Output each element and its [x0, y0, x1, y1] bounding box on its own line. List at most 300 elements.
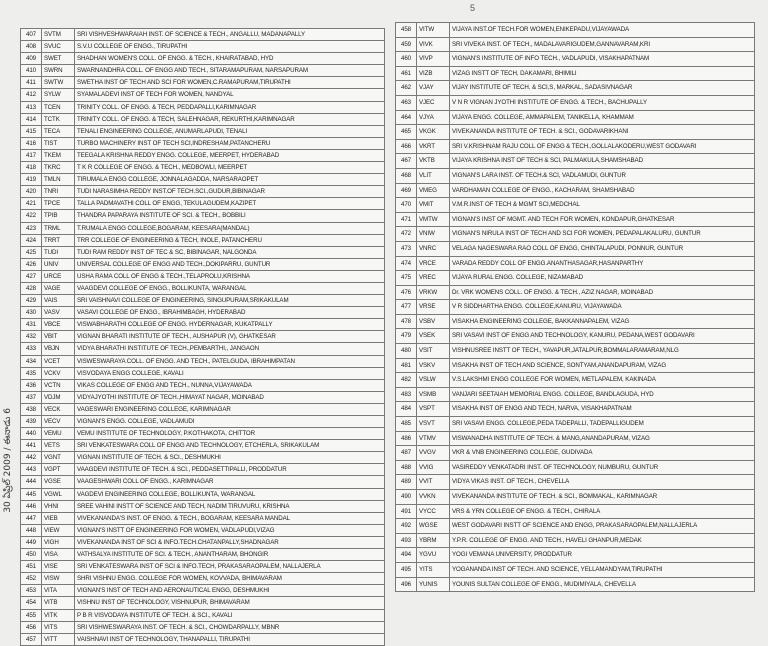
- college-name: VASIREDDY VENKATADRI INST. OF TECHNOLOGY, NUMBURU, GUNTUR: [450, 460, 755, 475]
- college-name: VISHNUSREE INSTT OF TECH., YAVAPUR,JATALPUR,BOMMALARAMARAM,NLG: [450, 344, 755, 359]
- row-number: 410: [21, 65, 42, 77]
- row-number: 438: [21, 403, 42, 415]
- row-number: 455: [21, 609, 42, 621]
- row-number: 426: [21, 258, 42, 270]
- college-name: TALLA PADMAVATHI COLL OF ENGG, TEKULAGUDEM,KAZIPET: [75, 198, 385, 210]
- row-number: 481: [396, 358, 417, 373]
- row-number: 461: [396, 66, 417, 81]
- college-code: VSMB: [417, 387, 450, 402]
- college-name: TUDI RAM REDDY INST OF TEC & SC, BIBINAGAR, NALGONDA: [75, 246, 385, 258]
- row-number: 446: [21, 500, 42, 512]
- college-code: VCKV: [42, 367, 75, 379]
- college-code: TKRC: [42, 162, 75, 174]
- table-row: [21, 561, 385, 573]
- table-row: [21, 53, 385, 65]
- table-row: [396, 183, 755, 198]
- table-row: [21, 65, 385, 77]
- college-code: VMEG: [417, 183, 450, 198]
- row-number: 447: [21, 512, 42, 524]
- table-row: [21, 500, 385, 512]
- table-row: [396, 154, 755, 169]
- college-name: SHRI VISHNU ENGG. COLLEGE FOR WOMEN, KOVVADA, BHIMAVARAM: [75, 573, 385, 585]
- college-code: VECK: [42, 403, 75, 415]
- college-code: UNIV: [42, 258, 75, 270]
- college-name: VIVEKANANDA INSTITUTE OF TECH. & SCI., GODAVARIKHANI: [450, 125, 755, 140]
- college-code: VSEK: [417, 329, 450, 344]
- college-name: V R SIDDHARTHA ENGG. COLLEGE,KANURU, VIJAYAWADA: [450, 300, 755, 315]
- table-row: [396, 227, 755, 242]
- row-number: 482: [396, 373, 417, 388]
- college-code: VITB: [42, 597, 75, 609]
- college-name: VATHSALYA INSTITUTE OF SCI. & TECH., ANANTHARAM, BHONGIR: [75, 549, 385, 561]
- table-row: [396, 81, 755, 96]
- college-code: VCET: [42, 355, 75, 367]
- college-name: VIJAYA RURAL ENGG. COLLEGE, NIZAMABAD: [450, 271, 755, 286]
- college-code: URCE: [42, 270, 75, 282]
- table-row: [21, 367, 385, 379]
- row-number: 470: [396, 198, 417, 213]
- college-code: VSBV: [417, 314, 450, 329]
- row-number: 437: [21, 391, 42, 403]
- college-name: SYAMALADEVI INST OF TECH FOR WOMEN, NANDYAL: [75, 89, 385, 101]
- table-row: [396, 66, 755, 81]
- college-code: VAGE: [42, 282, 75, 294]
- college-code: TRRT: [42, 234, 75, 246]
- college-code: VJAY: [417, 81, 450, 96]
- college-code: VISW: [42, 573, 75, 585]
- table-row: [396, 139, 755, 154]
- college-name: VRS & YRN COLLEGE OF ENGG. & TECH., CHIRALA: [450, 504, 755, 519]
- row-number: 436: [21, 379, 42, 391]
- row-number: 478: [396, 314, 417, 329]
- college-code: VIZB: [417, 66, 450, 81]
- college-name: SWARNANDHRA COLL. OF ENGG AND TECH., SITARAMAPURAM, NARSAPURAM: [75, 65, 385, 77]
- row-number: 476: [396, 285, 417, 300]
- row-number: 442: [21, 452, 42, 464]
- table-row: [396, 37, 755, 52]
- table-row: [21, 403, 385, 415]
- table-row: [396, 519, 755, 534]
- college-name: VIGNAN'S INST OF MGMT. AND TECH FOR WOMEN, KONDAPUR,GHATKESAR: [450, 212, 755, 227]
- college-code: VRKW: [417, 285, 450, 300]
- college-code: VSIT: [417, 344, 450, 359]
- table-row: [396, 548, 755, 563]
- college-code: VETS: [42, 440, 75, 452]
- table-row: [396, 446, 755, 461]
- college-code: VJYA: [417, 110, 450, 125]
- row-number: 418: [21, 162, 42, 174]
- table-row: [396, 285, 755, 300]
- college-name: SHADHAN WOMEN'S COLL. OF ENGG. & TECH., KHAIRATABAD, HYD: [75, 53, 385, 65]
- college-name: VIDYAJYOTHI INSTITUTE OF TECH.,HIMAYAT NAGAR, MOINABAD: [75, 391, 385, 403]
- college-code: VVIT: [417, 475, 450, 490]
- page-mark: 5: [470, 3, 476, 13]
- college-name: VIGNAN'S ENGG. COLLEGE, VADLAMUDI: [75, 416, 385, 428]
- table-row: [21, 125, 385, 137]
- table-row: [21, 488, 385, 500]
- table-row: [21, 174, 385, 186]
- row-number: 450: [21, 549, 42, 561]
- table-row: [21, 222, 385, 234]
- college-code: VBIT: [42, 331, 75, 343]
- table-row: [396, 475, 755, 490]
- row-number: 467: [396, 154, 417, 169]
- college-name: YOGI VEMANA UNIVERSITY, PRODDATUR: [450, 548, 755, 563]
- row-number: 441: [21, 440, 42, 452]
- college-name: SRI VENKATESWARA INST OF SCI & INFO.TECH, PRAKASARAOPALEM, NALLAJERLA: [75, 561, 385, 573]
- college-code: TIST: [42, 137, 75, 149]
- row-number: 466: [396, 139, 417, 154]
- college-code: VVIG: [417, 460, 450, 475]
- row-number: 420: [21, 186, 42, 198]
- college-code: VGPT: [42, 464, 75, 476]
- row-number: 459: [396, 37, 417, 52]
- table-row: [21, 307, 385, 319]
- college-code: VLIT: [417, 168, 450, 183]
- row-number: 471: [396, 212, 417, 227]
- row-number: 412: [21, 89, 42, 101]
- row-number: 414: [21, 113, 42, 125]
- row-number: 445: [21, 488, 42, 500]
- row-number: 424: [21, 234, 42, 246]
- row-number: 415: [21, 125, 42, 137]
- college-code: VASV: [42, 307, 75, 319]
- row-number: 452: [21, 573, 42, 585]
- table-row: [396, 271, 755, 286]
- college-code: VRCE: [417, 256, 450, 271]
- table-row: [396, 110, 755, 125]
- college-code: SWRN: [42, 65, 75, 77]
- college-code: VITT: [42, 633, 75, 645]
- college-code: VITW: [417, 23, 450, 38]
- table-row: [396, 373, 755, 388]
- college-code: VIVK: [417, 37, 450, 52]
- college-name: UNIVERSAL COLLEGE OF ENGG AND TECH.,DOKIPARRU, GUNTUR: [75, 258, 385, 270]
- row-number: 487: [396, 446, 417, 461]
- college-name: TENALI ENGINEERING COLLEGE, ANUMARLAPUDI, TENALI: [75, 125, 385, 137]
- college-name: VIGNAN'S INST OF TECH AND AERONAUTICAL ENGG, DESHMUKHI: [75, 585, 385, 597]
- table-row: [396, 95, 755, 110]
- row-number: 423: [21, 222, 42, 234]
- college-name: VIJAYA ENGG. COLLEGE, AMMAPALEM, TANIKELLA, KHAMMAM: [450, 110, 755, 125]
- table-row: [396, 256, 755, 271]
- college-name: TURBO MACHINERY INST OF TECH SCI,INDRESHAM,PATANCHERU: [75, 137, 385, 149]
- college-name: VAGESWARI ENGINEERING COLLEGE, KARIMNAGAR: [75, 403, 385, 415]
- table-row: [21, 210, 385, 222]
- college-name: VISHNU INST OF TECHNOLOGY, VISHNUPUR, BHIMAVARAM: [75, 597, 385, 609]
- table-row: [21, 113, 385, 125]
- college-code: VHNI: [42, 500, 75, 512]
- college-name: VIJAYA KRISHNA INST OF TECH & SCI, PALMAKULA,SHAMSHABAD: [450, 154, 755, 169]
- row-number: 472: [396, 227, 417, 242]
- table-row: [21, 464, 385, 476]
- college-name: YOUNIS SULTAN COLLEGE OF ENGG., MUDIMIYALA, CHEVELLA: [450, 577, 755, 592]
- college-name: VANJARI SEETAIAH MEMORIAL ENGG. COLLEGE, BANDLAGUDA, HYD: [450, 387, 755, 402]
- college-name: VAISHNAVI INST OF TECHNOLOGY, THANAPALLI, TIRUPATHI: [75, 633, 385, 645]
- college-name: VIGNAN'S INSTITUTE OF INFO TECH., VADLAPUDI, VISAKHAPATNAM: [450, 52, 755, 67]
- college-code: YBRM: [417, 533, 450, 548]
- table-row: [21, 198, 385, 210]
- row-number: 439: [21, 416, 42, 428]
- college-code: VEMU: [42, 428, 75, 440]
- table-row: [21, 77, 385, 89]
- row-number: 458: [396, 23, 417, 38]
- row-number: 425: [21, 246, 42, 258]
- row-number: 427: [21, 270, 42, 282]
- row-number: 422: [21, 210, 42, 222]
- table-row: [21, 476, 385, 488]
- table-row: [21, 331, 385, 343]
- row-number: 419: [21, 174, 42, 186]
- college-code: VGNT: [42, 452, 75, 464]
- table-row: [21, 234, 385, 246]
- row-number: 428: [21, 282, 42, 294]
- table-row: [396, 241, 755, 256]
- table-row: [21, 137, 385, 149]
- row-number: 480: [396, 344, 417, 359]
- college-name: VAGDEVI ENGINEERING COLLEGE, BOLLIKUNTA, WARANGAL: [75, 488, 385, 500]
- college-code: VSPT: [417, 402, 450, 417]
- college-code: VITK: [42, 609, 75, 621]
- college-name: S.V.U COLLEGE OF ENGG., TIRUPATHI: [75, 41, 385, 53]
- table-row: [396, 212, 755, 227]
- college-list-right: [395, 22, 755, 592]
- row-number: 494: [396, 548, 417, 563]
- row-number: 468: [396, 168, 417, 183]
- table-row: [396, 533, 755, 548]
- college-name: TEEGALA KRISHNA REDDY ENGG. COLLEGE, MEERPET, HYDERABAD: [75, 149, 385, 161]
- college-name: VIDYA BHARATHI INSTITUTE OF TECH.,PEMBARTHI,, JANGAON: [75, 343, 385, 355]
- college-code: VREC: [417, 271, 450, 286]
- table-row: [21, 246, 385, 258]
- row-number: 407: [21, 29, 42, 41]
- college-code: VAIS: [42, 295, 75, 307]
- college-name: VAAGDEVI INSTITUTE OF TECH. & SCI., PEDDASETTIPALLI, PRODDATUR: [75, 464, 385, 476]
- row-number: 477: [396, 300, 417, 315]
- row-number: 421: [21, 198, 42, 210]
- table-row: [396, 125, 755, 140]
- table-row: [396, 387, 755, 402]
- college-code: VCTN: [42, 379, 75, 391]
- college-name: V.S.LAKSHMI ENGG COLLEGE FOR WOMEN, METLAPALEM, KAKINADA: [450, 373, 755, 388]
- table-row: [396, 431, 755, 446]
- college-name: Dr. VRK WOMENS COLL. OF ENGG. & TECH., AZIZ NAGAR, MOINABAD: [450, 285, 755, 300]
- table-row: [21, 295, 385, 307]
- college-code: VSVT: [417, 417, 450, 432]
- table-row: [396, 329, 755, 344]
- college-name: VEMU INSTITUTE OF TECHNOLOGY, P.KOTHAKOTA, CHITTOR: [75, 428, 385, 440]
- college-code: VRSE: [417, 300, 450, 315]
- college-name: SRI VIVEKA INST. OF TECH., MADALAVARIGUDEM,GANNAVARAM,KRI: [450, 37, 755, 52]
- row-number: 463: [396, 95, 417, 110]
- table-row: [21, 452, 385, 464]
- table-row: [21, 355, 385, 367]
- college-name: VISWABHARATHI COLLEGE OF ENGG. HYDERNAGAR, KUKATPALLY: [75, 319, 385, 331]
- table-row: [21, 41, 385, 53]
- college-name: VIGNAN INSTITUTE OF TECH. & SCI., DESHMUKHI: [75, 452, 385, 464]
- college-name: TRINITY COLL. OF ENGG. & TECH, SALEHNAGAR, REKURTHI,KARIMNAGAR: [75, 113, 385, 125]
- college-name: SREE VAHINI INSTT OF SCIENCE AND TECH, NADIM TIRUVURU, KRISHNA: [75, 500, 385, 512]
- side-date-stamp: 30 ఏప్రిల్‌ 2009 / ఈనాడు 6: [3, 408, 13, 513]
- college-name: V N R VIGNAN JYOTHI INSTITUTE OF ENGG. & TECH., BACHUPALLY: [450, 95, 755, 110]
- college-code: VIGH: [42, 536, 75, 548]
- row-number: 454: [21, 597, 42, 609]
- row-number: 462: [396, 81, 417, 96]
- table-row: [21, 29, 385, 41]
- college-code: VIEW: [42, 524, 75, 536]
- row-number: 416: [21, 137, 42, 149]
- row-number: 430: [21, 307, 42, 319]
- row-number: 456: [21, 621, 42, 633]
- college-code: TCTK: [42, 113, 75, 125]
- college-code: VITS: [42, 621, 75, 633]
- college-code: TRML: [42, 222, 75, 234]
- college-name: T.RUMALA ENGG COLLEGE,BOGARAM, KEESARA(MANDAL): [75, 222, 385, 234]
- row-number: 469: [396, 183, 417, 198]
- college-name: SRI VAISHNAVI COLLEGE OF ENGINEERING, SINGUPURAM,SRIKAKULAM: [75, 295, 385, 307]
- college-name: VKR & VNB ENGINEERING COLLEGE, GUDIVADA: [450, 446, 755, 461]
- table-row: [396, 402, 755, 417]
- table-row: [396, 490, 755, 505]
- row-number: 490: [396, 490, 417, 505]
- college-list-left: [20, 28, 385, 646]
- college-name: SWETHA INST OF TECH AND SCI FOR WOMEN,C.RAMAPURAM,TIRUPATHI: [75, 77, 385, 89]
- college-name: SRI VISHWESWARAYA INST. OF TECH. & SCI., CHOWDARPALLY, MBNR: [75, 621, 385, 633]
- table-row: [396, 577, 755, 592]
- college-code: VKGK: [417, 125, 450, 140]
- college-code: VSKV: [417, 358, 450, 373]
- college-name: VASAVI COLLEGE OF ENGG., IBRAHIMBAGH, HYDERABAD: [75, 307, 385, 319]
- college-name: VIJAYA INST.OF TECH.FOR WOMEN,ENIKEPADU,VIJAYAWADA: [450, 23, 755, 38]
- college-code: VKTB: [417, 154, 450, 169]
- college-code: VDJM: [42, 391, 75, 403]
- row-number: 433: [21, 343, 42, 355]
- table-row: [21, 536, 385, 548]
- college-code: VKRT: [417, 139, 450, 154]
- college-name: VELAGA NAGESWARA RAO COLL OF ENGG, CHINTALAPUDI, PONNUR, GUNTUR: [450, 241, 755, 256]
- table-row: [21, 416, 385, 428]
- table-row: [21, 597, 385, 609]
- college-name: VIJAY INSTITUTE OF TECH. & SCI,S, MARKAL, SADASIVNAGAR: [450, 81, 755, 96]
- row-number: 408: [21, 41, 42, 53]
- college-name: VARADA REDDY COLL OF ENGG.ANANTHASAGAR,HASANPARTHY: [450, 256, 755, 271]
- college-name: VISAKHA ENGINEERING COLLEGE, BAKKANNAPALEM, VIZAG: [450, 314, 755, 329]
- college-code: VISA: [42, 549, 75, 561]
- college-name: WEST GODAVARI INSTT OF SCIENCE AND ENGG, PRAKASARAOPALEM,NALLAJERLA: [450, 519, 755, 534]
- row-number: 449: [21, 536, 42, 548]
- table-row: [396, 504, 755, 519]
- row-number: 443: [21, 464, 42, 476]
- row-number: 444: [21, 476, 42, 488]
- college-code: VGWL: [42, 488, 75, 500]
- table-row: [21, 162, 385, 174]
- table-row: [21, 89, 385, 101]
- college-name: VISWESWARAYA COLL. OF ENGG. AND TECH., PATELGUDA, IBRAHIMPATAN: [75, 355, 385, 367]
- row-number: 432: [21, 331, 42, 343]
- college-code: VNRC: [417, 241, 450, 256]
- table-row: [396, 314, 755, 329]
- row-number: 440: [21, 428, 42, 440]
- table-row: [396, 300, 755, 315]
- table-row: [396, 358, 755, 373]
- table-row: [21, 282, 385, 294]
- college-code: TUDI: [42, 246, 75, 258]
- college-name: TRR COLLEGE OF ENGINEERING & TECH, INOLE, PATANCHERU: [75, 234, 385, 246]
- college-code: VGSE: [42, 476, 75, 488]
- college-code: SYLW: [42, 89, 75, 101]
- college-code: VECV: [42, 416, 75, 428]
- table-row: [21, 549, 385, 561]
- table-row: [21, 101, 385, 113]
- college-code: SWET: [42, 53, 75, 65]
- table-row: [396, 168, 755, 183]
- row-number: 417: [21, 149, 42, 161]
- college-code: VYCC: [417, 504, 450, 519]
- table-row: [21, 609, 385, 621]
- college-name: V.M.R.INST OF TECH & MGMT SCI,MEDCHAL: [450, 198, 755, 213]
- table-row: [21, 524, 385, 536]
- college-name: VIGNAN'S INSTT OF ENGINEERING FOR WOMEN, VADLAPUDI,VIZAG: [75, 524, 385, 536]
- college-name: VIGNAN BHARATI INSTITUTE OF TECH., AUSHAPUR (V), GHATKESAR: [75, 331, 385, 343]
- table-row: [21, 391, 385, 403]
- college-code: YUNIS: [417, 577, 450, 592]
- table-row: [21, 319, 385, 331]
- college-name: SRI VASAVI INST OF ENGG AND TECHNOLOGY, KANURU, PEDANA,WEST GODAVARI: [450, 329, 755, 344]
- college-name: TUDI NARASIMHA REDDY INST.OF TECH.SCI.,GUDUR,BIBINAGAR: [75, 186, 385, 198]
- row-number: 489: [396, 475, 417, 490]
- table-row: [21, 149, 385, 161]
- college-name: VAAGESHWARI COLL OF ENGG., KARIMNAGAR: [75, 476, 385, 488]
- college-code: SVTM: [42, 29, 75, 41]
- row-number: 495: [396, 562, 417, 577]
- college-name: VISAKHA INST OF TECH AND SCIENCE, SONTYAM,ANANDAPURAM, VIZAG: [450, 358, 755, 373]
- college-code: TMLN: [42, 174, 75, 186]
- college-name: VIVEKANANDA INST OF SCI & INFO.TECH.CHATANPALLY,SHADNAGAR: [75, 536, 385, 548]
- college-name: YOGANANDA INST OF TECH. AND SCIENCE, YELLAMANDYAM,TIRUPATHI: [450, 562, 755, 577]
- college-code: VISE: [42, 561, 75, 573]
- college-code: TNRI: [42, 186, 75, 198]
- table-row: [21, 186, 385, 198]
- row-number: 457: [21, 633, 42, 645]
- college-name: Y.P.R. COLLEGE OF ENGG. AND TECH., HAVELI GHANPUR,MEDAK: [450, 533, 755, 548]
- college-name: TRINITY COLL. OF ENGG. & TECH, PEDDAPALLI,KARIMNAGAR: [75, 101, 385, 113]
- college-name: VIVEKANANDA INSTITUTE OF TECH. & SCI., BOMMAKAL, KARIMNAGAR: [450, 490, 755, 505]
- table-row: [21, 621, 385, 633]
- row-number: 409: [21, 53, 42, 65]
- row-number: 479: [396, 329, 417, 344]
- college-code: VNIW: [417, 227, 450, 242]
- college-name: VIKAS COLLEGE OF ENGG AND TECH., NUNNA,VIJAYAWADA: [75, 379, 385, 391]
- college-code: TPIB: [42, 210, 75, 222]
- college-code: VBCE: [42, 319, 75, 331]
- table-row: [21, 512, 385, 524]
- college-name: SRI VENKATESWARA COLL OF ENGG AND TECHNOLOGY, ETCHERLA, SRIKAKULAM: [75, 440, 385, 452]
- college-name: THANDRA PAPARAYA INSTITUTE OF SCI. & TECH., BOBBILI: [75, 210, 385, 222]
- table-row: [21, 258, 385, 270]
- college-code: YITS: [417, 562, 450, 577]
- row-number: 460: [396, 52, 417, 67]
- row-number: 475: [396, 271, 417, 286]
- college-code: TPCE: [42, 198, 75, 210]
- row-number: 493: [396, 533, 417, 548]
- table-row: [396, 23, 755, 38]
- row-number: 453: [21, 585, 42, 597]
- row-number: 435: [21, 367, 42, 379]
- college-name: VIZAG INSTT OF TECH, DAKAMARI, BHIMILI: [450, 66, 755, 81]
- college-code: VITA: [42, 585, 75, 597]
- college-code: VIVP: [417, 52, 450, 67]
- college-name: VIGNAN'S LARA INST. OF TECH.& SCI, VADLAMUDI, GUNTUR: [450, 168, 755, 183]
